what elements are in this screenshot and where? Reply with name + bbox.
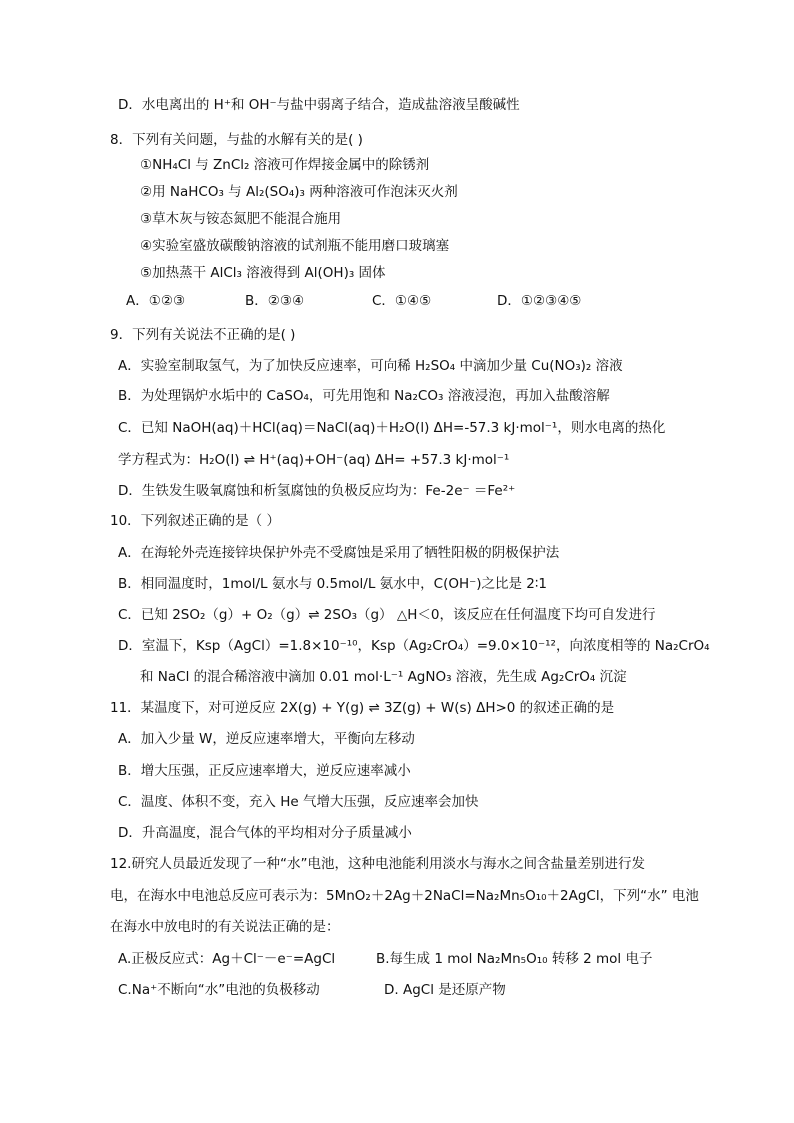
q12-stem-line1: 12.研究人员最近发现了一种“水”电池，这种电池能利用淡水与海水之间含盐量差别进行发 bbox=[110, 856, 645, 872]
q9-stem: 9．下列有关说法不正确的是( ) bbox=[110, 327, 296, 343]
q11-option-b[interactable]: B．增大压强，正反应速率增大，逆反应速率减小 bbox=[118, 763, 411, 779]
q12-option-a[interactable]: A.正极反应式：Ag＋Cl⁻－e⁻=AgCl bbox=[118, 951, 336, 967]
q11-option-a[interactable]: A．加入少量 W，逆反应速率增大，平衡向左移动 bbox=[118, 731, 415, 747]
q12-stem-line2: 电，在海水中电池总反应可表示为：5MnO₂＋2Ag＋2NaCl=Na₂Mn₅O₁₀＋2AgCl，下列“水” 电池 bbox=[110, 888, 699, 904]
q8-item-4: ④实验室盛放碳酸钠溶液的试剂瓶不能用磨口玻璃塞 bbox=[140, 238, 450, 254]
q10-option-b[interactable]: B．相同温度时，1mol/L 氨水与 0.5mol/L 氨水中，C(OH⁻)之比是 2∶1 bbox=[118, 576, 548, 592]
q8-item-3: ③草木灰与铵态氮肥不能混合施用 bbox=[140, 211, 342, 227]
q8-option-d[interactable]: D．①②③④⑤ bbox=[497, 293, 582, 309]
q8-item-2: ②用 NaHCO₃ 与 Al₂(SO₄)₃ 两种溶液可作泡沫灭火剂 bbox=[140, 184, 458, 200]
q11-option-d[interactable]: D．升高温度，混合气体的平均相对分子质量减小 bbox=[118, 825, 412, 841]
q9-option-d[interactable]: D．生铁发生吸氧腐蚀和析氢腐蚀的负极反应均为：Fe-2e⁻ ＝Fe²⁺ bbox=[118, 483, 516, 499]
q12-option-c[interactable]: C.Na⁺不断向“水”电池的负极移动 bbox=[118, 982, 320, 998]
q10-option-d-line2: 和 NaCl 的混合稀溶液中滴加 0.01 mol·L⁻¹ AgNO₃ 溶液，先生成 Ag₂CrO₄ 沉淀 bbox=[140, 669, 627, 685]
q10-option-a[interactable]: A．在海轮外壳连接锌块保护外壳不受腐蚀是采用了牺牲阳极的阴极保护法 bbox=[118, 545, 560, 561]
q8-item-1: ①NH₄Cl 与 ZnCl₂ 溶液可作焊接金属中的除锈剂 bbox=[140, 157, 430, 173]
q10-option-c[interactable]: C．已知 2SO₂（g）+ O₂（g）⇌ 2SO₃（g） △H＜0，该反应在任何温度下均可自发进行 bbox=[118, 607, 656, 623]
q7-option-d: D．水电离出的 H⁺和 OH⁻与盐中弱离子结合，造成盐溶液呈酸碱性 bbox=[118, 97, 520, 113]
q8-option-c[interactable]: C．①④⑤ bbox=[372, 293, 432, 309]
q9-option-c-line1[interactable]: C．已知 NaOH(aq)＋HCl(aq)＝NaCl(aq)＋H₂O(l) ΔH=-57.3 kJ·mol⁻¹，则水电离的热化 bbox=[118, 420, 666, 436]
q8-option-a[interactable]: A．①②③ bbox=[126, 293, 186, 309]
q12-option-d[interactable]: D. AgCl 是还原产物 bbox=[384, 982, 506, 998]
q9-option-a[interactable]: A．实验室制取氢气，为了加快反应速率，可向稀 H₂SO₄ 中滴加少量 Cu(NO₃)₂ 溶液 bbox=[118, 358, 623, 374]
q8-item-5: ⑤加热蒸干 AlCl₃ 溶液得到 Al(OH)₃ 固体 bbox=[140, 265, 386, 281]
q8-option-b[interactable]: B．②③④ bbox=[245, 293, 305, 309]
q11-stem: 11．某温度下，对可逆反应 2X(g) + Y(g) ⇌ 3Z(g) + W(s) ΔH>0 的叙述正确的是 bbox=[110, 700, 615, 716]
q9-option-b[interactable]: B．为处理锅炉水垢中的 CaSO₄，可先用饱和 Na₂CO₃ 溶液浸泡，再加入盐酸溶解 bbox=[118, 388, 610, 404]
q10-option-d-line1[interactable]: D．室温下，Ksp（AgCl）=1.8×10⁻¹⁰，Ksp（Ag₂CrO₄）=9.0×10⁻¹²，向浓度相等的 Na₂CrO₄ bbox=[118, 638, 710, 654]
q11-option-c[interactable]: C．温度、体积不变，充入 He 气增大压强，反应速率会加快 bbox=[118, 794, 479, 810]
q12-stem-line3: 在海水中放电时的有关说法正确的是： bbox=[110, 919, 340, 935]
q9-option-c-line2: 学方程式为：H₂O(l) ⇌ H⁺(aq)+OH⁻(aq) ΔH= +57.3 kJ·mol⁻¹ bbox=[118, 452, 510, 468]
q12-option-b[interactable]: B.每生成 1 mol Na₂Mn₅O₁₀ 转移 2 mol 电子 bbox=[376, 951, 653, 967]
q8-stem: 8．下列有关问题，与盐的水解有关的是( ) bbox=[110, 132, 363, 148]
q10-stem: 10．下列叙述正确的是（ ） bbox=[110, 513, 280, 529]
